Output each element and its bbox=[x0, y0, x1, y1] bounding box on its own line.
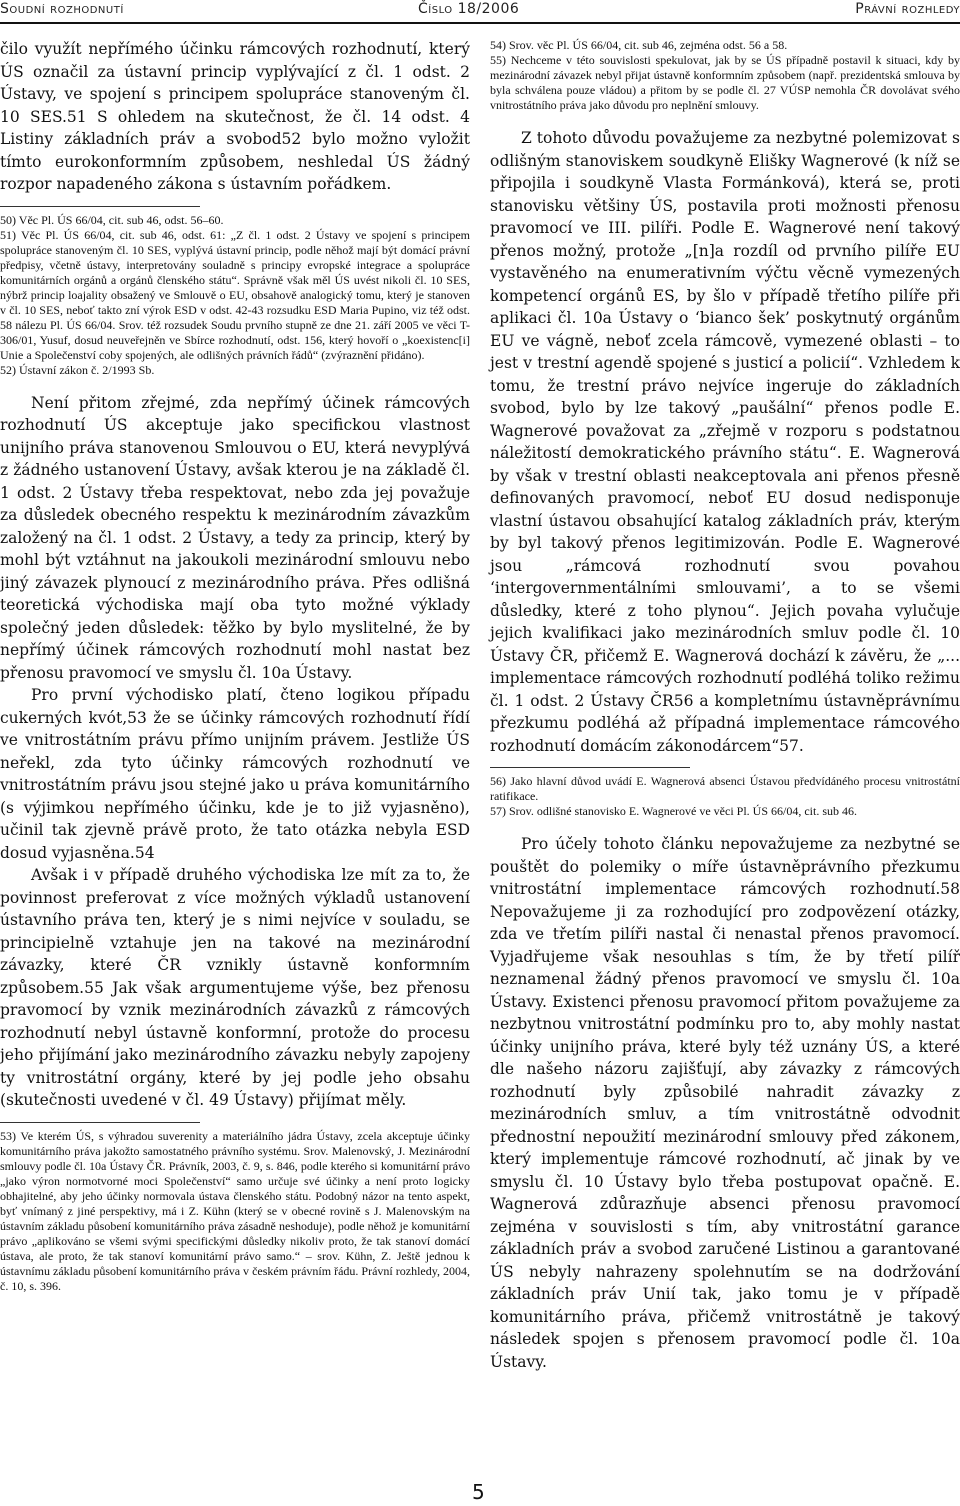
intro-paragraph: čilo využít nepřímého účinku rámcových rozhodnutí, který ÚS označil za ústavní princip vyplývající z čl. 1 odst. 2 Ústavy, ve spojení s principem spolupráce stanoveným čl. 10 SES.51 S ohledem na skutečnost, že čl. 14 odst. 4 Listiny základních práv a svobod52 bylo možno vyložit tímto eurokonformním způsobem, neshledal ÚS žádný rozpor napadeného zákona s ústavním pořádkem. bbox=[0, 40, 470, 193]
footnote-50: 50) Věc Pl. ÚS 66/04, cit. sub 46, odst. 56–60. bbox=[0, 212, 224, 227]
left-column bbox=[0, 38, 470, 1294]
body-paragraph: Pro účely tohoto článku nepovažujeme za nezbytné se pouštět do polemiky o míře ústavněprávního přezkumu vnitrostátní implementace rámcových rozhodnutí.58 Nepovažujeme ji za rozhodující pro zodpovězení otázky, zda ve třetím pilíři nastal či nenastal přenos pravomocí. Vyjadřujeme však nesouhlas s tím, že by třetí pilíř neznamenal žádný přenos pravomocí ve smyslu čl. 10a Ústavy. Existenci přenosu pravomocí přitom považujeme za nezbytnou vnitrostátní podmínku pro to, aby mohly nastat účinky unijního práva, které byly též uznány ÚS, a které dle našeho názoru zajišťují, aby závazky z rámcových rozhodnutí byly způsobilé nahradit závazky z mezinárodních smluv, a tím vnitrostátně odvodnit přednostní nepoužití mezinárodní smlouvy před zákonem, který implementuje rámcové rozhodnutí, ač jinak by ve smyslu čl. 10 Ústavy bylo třeba postupovat opačně. E. Wagnerová zdůrazňuje absenci přenosu pravomocí zejména v souvislosti s tím, aby vnitrostátní garance základních práv a svobod zaručené Listinou a garantované ÚS nebyly nahrazeny spolehnutím se na dodržování základních práv Unií tak, jako tomu je v případě komunitárního práva, přičemž vnitrostátně je takový následek spojen s přenosem pravomocí podle čl. 10a Ústavy. bbox=[490, 835, 960, 1371]
footnote-rule bbox=[0, 1122, 200, 1123]
body-paragraph: Není přitom zřejmé, zda nepřímý účinek rámcových rozhodnutí ÚS akceptuje jako specifickou vlastnost unijního práva stanovenou Smlouvou o EU, která nevyplývá z žádného ustanovení Ústavy, avšak kterou je na základě čl. 1 odst. 2 Ústavy třeba respektovat, nebo zda jej považuje za důsledek obecného respektu k mezinárodním závazkům založený na čl. 1 odst. 2 Ústavy, a tedy za princip, který by mohl být vztáhnut na jakoukoli mezinárodní smlouvu nebo jiný závazek plynoucí z mezinárodního práva. Přes odlišná teoretická východiska mají oba tyto možné výklady společný jeden důsledek: těžko by bylo myslitelné, že by nepřímý účinek rámcových rozhodnutí mohl nastat bez přenosu pravomocí ve smyslu čl. 10a Ústavy. bbox=[0, 393, 470, 682]
footnote-52: 52) Ústavní zákon č. 2/1993 Sb. bbox=[0, 362, 155, 377]
body-paragraph: Pro první východisko platí, čteno logikou případu cukerných kvót,53 že se účinky rámcových rozhodnutí řídí ve vnitrostátním právu přímo unijním právem. Jestliže ÚS neřekl, zda tyto účinky rámcových rozhodnutí ve vnitrostátním právu jsou stejné jako u práva komunitárního (s výjimkou nepřímého účinku, kde je to již vyjasněno), učinil tak zjevně právě proto, že tato otázka nebyla ESD dosud vyjasněna.54 bbox=[0, 686, 470, 862]
footnote-53: 53) Ve kterém ÚS, s výhradou suverenity a materiálního jádra Ústavy, zcela akceptuje účinky komunitárního práva jakožto samostatného právního systému. Srov. Malenovský, J. Mezinárodní smlouvy podle čl. 10a Ústavy ČR. Právník, 2003, č. 9, s. 846, podle kterého si komunitární právo „jako výron normotvorné moci Společenství“ samo určuje své účinky a není proto logicky obhajitelné, aby jeho účinky normovala ústava členského státu. Podobný názor na tento aspekt, byť vnímaný z jiné perspektivy, má i Z. Kühn (který se v obecné rovině s J. Malenovským na ústavním základu působení komunitárního práva zásadně neshoduje), podle něhož je komunitární právo „aplikováno se všemi svými specifickými důsledky nikoliv proto, že tak stanoví domácí ústava, ale proto, že tak stanoví komunitární právo samo.“ – srov. Kühn, Z. Ještě jednou k ústavnímu základu působení komunitárního práva v českém právním řádu. Právní rozhledy, 2004, č. 10, s. 396. bbox=[0, 1128, 470, 1293]
footnote-54: 54) Srov. věc Pl. ÚS 66/04, cit. sub 46, zejména odst. 56 a 58. bbox=[490, 38, 788, 52]
page-number: 5 bbox=[472, 1480, 485, 1504]
header-rule bbox=[0, 22, 960, 24]
footnote-rule bbox=[0, 206, 200, 207]
body-paragraph: Avšak i v případě druhého východiska lze mít za to, že povinnost preferovat z více možných výkladů ustanovení ústavního práva ten, který je s nimi nejvíce v souladu, se principielně vztahuje jen na takové na mezinárodní závazky, které ČR vznikly ústavně konformním způsobem.55 Jak však argumentujeme výše, bez přenosu pravomocí by vznik mezinárodních závazků z rámcových rozhodnutí nebyl ústavně konformní, protože do procesu jeho přijímání jako mezinárodního závazku nebyly zapojeny ty vnitrostátní orgány, které by jej podle jeho obsahu (skutečnosti uvedené v čl. 49 Ústavy) přijímat měly. bbox=[0, 866, 470, 1109]
footnote-56: 56) Jako hlavní důvod uvádí E. Wagnerová absenci Ústavou předvídáného procesu vnitrostátní ratifikace. bbox=[490, 774, 960, 803]
body-paragraph: Z tohoto důvodu považujeme za nezbytné polemizovat s odlišným stanoviskem soudkyně Elišky Wagnerové (k níž se připojila i soudkyně Vlasta Formánková), která se, proti stanovisku většiny ÚS, postavila proti možnosti přenosu pravomocí ve III. pilíři. Podle E. Wagnerové není takový přenos možný, protože „[n]a rozdíl od prvního pilíře EU vystavěného na enumerativním výčtu věcně vymezených kompetencí orgánů ES, by šlo v případě třetího pilíře při aplikaci čl. 10a Ústavy o ‘bianco šek’ poskytnutý orgánům EU ve vágně, neboť zcela rámcově, vymezené oblasti – to jest v trestní agendě spojené s justicí a policií“. Vzhledem k tomu, že trestní právo nejvíce ingeruje do základních svobod, bylo by lze takový „paušální“ přenos podle E. Wagnerové považovat za „zřejmě v rozporu s podstatnou náležitostí demokratického právního státu“. E. Wagnerová by však v trestní oblasti neakceptovala ani přenos přesně definovaných pravomocí, neboť EU dosud nedisponuje vlastní ústavou obsahující katalog základních práv, kterým by byl takový přenos legitimizován. Podle E. Wagnerové jsou „rámcová rozhodnutí svou povahou ‘intergovernmentálními smlouvami’, a to se všemi důsledky, které z toho plynou“. Jejich povaha vylučuje jejich kvalifikaci jako mezinárodních smluv podle čl. 10 Ústavy ČR, přičemž E. Wagnerová dochází k závěru, že „... implementace rámcových rozhodnutí podléhá toliko režimu čl. 1 odst. 2 Ústavy ČR56 a kompletnímu ústavněprávnímu přezkumu podléhá až případná implementace rámcového rozhodnutí domácím zákonodárcem“57. bbox=[490, 129, 960, 755]
right-column bbox=[490, 38, 960, 1373]
footnote-51: 51) Věc Pl. ÚS 66/04, cit. sub 46, odst. 61: „Z čl. 1 odst. 2 Ústavy ve spojení s principem spolupráce stanoveným čl. 10 SES, vyplývá ústavní princip, podle něhož mají být domácí právní předpisy, včetně ústavy, interpretovány souladně s principy evropské integrace a spolupráce komunitárních orgánů a orgánů členského státu“. Správně však měl ÚS uvést nikoli čl. 10 SES, nýbrž princip loajality obsažený ve Smlouvě o EU, obsahově analogický tomu, který je stanoven v čl. 10 SES, neboť takto zní výrok ESD v odst. 42-43 rozsudku ESD Maria Pupino, viz též odst. 58 nálezu Pl. ÚS 66/04. Srov. též rozsudek Soudu prvního stupně ze dne 21. září 2005 ve věci T-306/01, Yusuf, dosud neuveřejněn ve Sbírce rozhodnutí, odst. 156, který hovoří o „koexistenc[i] Unie a Společenství coby spojených, ale odlišných právních řádů“ (zvýraznění přidáno). bbox=[0, 227, 470, 362]
header-journal-name: Právní rozhledy bbox=[855, 1, 960, 17]
footnote-rule bbox=[490, 767, 690, 768]
header-issue-number: Číslo 18/2006 bbox=[418, 1, 520, 17]
footnote-57: 57) Srov. odlišné stanovisko E. Wagnerové ve věci Pl. ÚS 66/04, cit. sub 46. bbox=[490, 804, 857, 818]
running-header bbox=[0, 0, 960, 22]
footnote-55: 55) Nechceme v této souvislosti spekulovat, jak by se ÚS případně postavil k situaci, kdy by mezinárodní závazek nebyl přijat ústavně konformním způsobem (např. prezidentská smlouva by byla schválena pouze vládou) a přitom by se podle čl. 27 VÚSP nemohla ČR dovolávat svého vnitrostátního práva jako důvodu pro neplnění smlouvy. bbox=[490, 53, 960, 112]
header-section-title: Soudní rozhodnutí bbox=[0, 1, 124, 17]
